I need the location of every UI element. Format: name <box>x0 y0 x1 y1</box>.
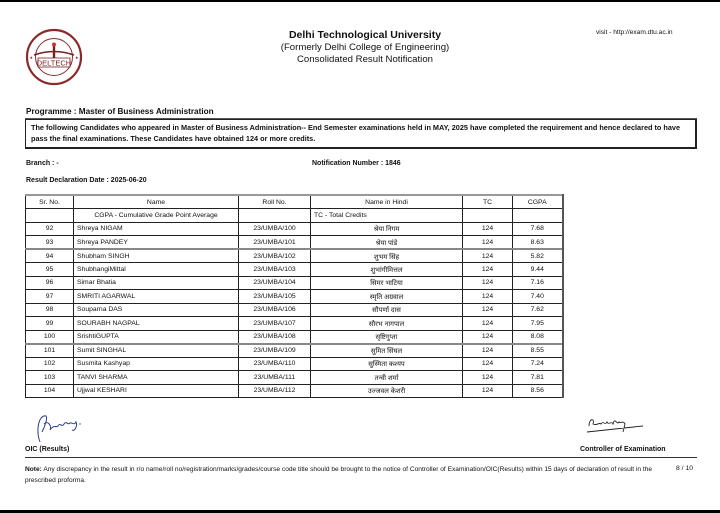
oic-results-label: OIC (Results) <box>25 446 70 453</box>
university-former-name: (Formerly Delhi College of Engineering) <box>280 42 450 53</box>
note-label: Note: <box>25 466 42 473</box>
notice-box: The following Candidates who appeared in Master of Business Administration-- End Semester examinations held in MAY, 2025 have completed the requirement and hence declared to have pass the final examinations. These Candidates have obtained 124 or more credits. <box>25 119 697 149</box>
table-row: 100 SrishtiGUPTA 23/UMBA/108 सृष्टिगुप्ता 124 8.08 <box>26 330 563 344</box>
notification-number: Notification Number : 1846 <box>312 160 401 167</box>
column-header-name: Name <box>74 195 239 209</box>
table-row: 102 Susmita Kashyap 23/UMBA/110 सुस्मिता कश्यप 124 7.24 <box>26 357 563 371</box>
legend-cgpa: CGPA - Cumulative Grade Point Average <box>74 209 239 223</box>
programme-label: Programme : Master of Business Administration <box>26 107 214 116</box>
column-header-name-in-hindi: Name in Hindi <box>311 195 463 209</box>
column-header-sr-no: Sr. No. <box>26 195 74 209</box>
note-text: Any discrepancy in the result in r/o name/roll no/registration/marks/grades/course code title should be brought to the notice of Controller of Examination/OIC(Results) within 15 days of declaration of result in the prescribed proforma. <box>25 466 653 484</box>
result-declaration-date: Result Declaration Date : 2025-06-20 <box>26 177 147 184</box>
column-header-roll-no: Roll No. <box>239 195 311 209</box>
table-row: 96 Simar Bhatia 23/UMBA/104 सिमर भाटिया 124 7.16 <box>26 276 563 290</box>
table-row: 104 Ujjwal KESHARI 23/UMBA/112 उज्जवल केशरी 124 8.56 <box>26 384 563 398</box>
table-row: 103 TANVI SHARMA 23/UMBA/111 तन्वी शर्मा 124 7.81 <box>26 371 563 385</box>
results-table <box>25 194 564 398</box>
legend-tc: TC - Total Credits <box>311 209 463 223</box>
table-row: 93 Shreya PANDEY 23/UMBA/101 श्रेया पांडे 124 8.63 <box>26 236 563 250</box>
table-row: 97 SMRITI AGARWAL 23/UMBA/105 स्मृति अग्रवाल 124 7.40 <box>26 290 563 304</box>
column-header-tc: TC <box>463 195 513 209</box>
column-header-cgpa: CGPA <box>513 195 563 209</box>
svg-text:★: ★ <box>29 55 34 60</box>
visit-link[interactable]: visit - http://exam.dtu.ac.in <box>596 29 673 36</box>
table-row: 99 SOURABH NAGPAL 23/UMBA/107 सौरभ नागपाल 124 7.95 <box>26 317 563 331</box>
svg-text:★: ★ <box>75 55 79 60</box>
controller-signature-icon <box>585 412 665 436</box>
page-number: 8 / 10 <box>676 465 694 472</box>
controller-of-examination-label: Controller of Examination <box>580 446 666 453</box>
university-name: Delhi Technological University <box>288 29 442 41</box>
oic-signature-icon <box>30 410 90 446</box>
footer-divider <box>25 457 697 458</box>
svg-text:DELTECH: DELTECH <box>36 58 72 68</box>
table-row: 101 Sumit SINGHAL 23/UMBA/109 सुमित सिंघल 124 8.55 <box>26 344 563 358</box>
table-header-row <box>26 195 563 209</box>
table-row: 94 Shubham SINGH 23/UMBA/102 शुभम सिंह 124 5.82 <box>26 249 563 263</box>
branch-label: Branch : - <box>26 160 59 167</box>
legend-row <box>26 209 563 223</box>
table-row: 95 ShubhangiMittal 23/UMBA/103 शुभांगीमित्तल 124 9.44 <box>26 263 563 277</box>
table-row: 92 Shreya NIGAM 23/UMBA/100 श्रेया निगम 124 7.68 <box>26 222 563 236</box>
top-border <box>0 0 720 2</box>
footer-note <box>25 465 665 486</box>
document-title: Consolidated Result Notification <box>297 54 433 65</box>
table-row: 98 Souparna DAS 23/UMBA/106 सौपर्णा दास 124 7.62 <box>26 303 563 317</box>
